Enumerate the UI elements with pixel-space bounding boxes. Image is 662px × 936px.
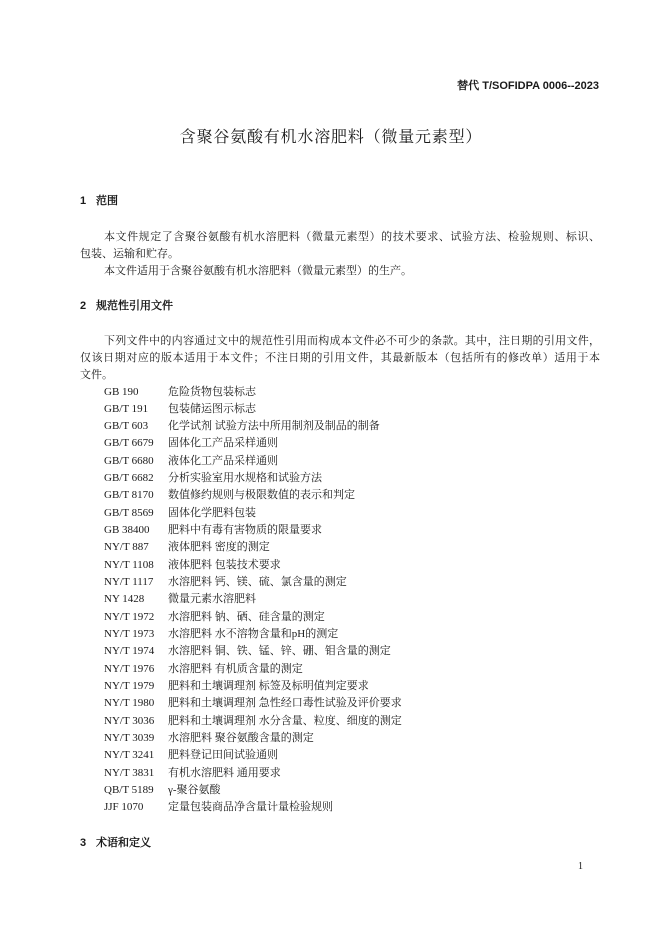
reference-list <box>104 384 600 817</box>
paragraph-line: 包装、运输和贮存。 <box>80 247 179 260</box>
reference-code: NY/T 1980 <box>104 697 155 710</box>
reference-code: NY/T 1979 <box>104 680 155 693</box>
scope-paragraph-2 <box>80 263 600 280</box>
reference-title: 水溶肥料 有机质含量的测定 <box>168 662 303 675</box>
reference-title: 液体肥料 密度的测定 <box>168 541 270 554</box>
reference-item <box>104 765 600 782</box>
reference-code: QB/T 5189 <box>104 784 154 797</box>
reference-code: GB/T 6682 <box>104 472 154 485</box>
paragraph-line: 本文件适用于含聚谷氨酸有机水溶肥料（微量元素型）的生产。 <box>104 264 412 277</box>
reference-item <box>104 453 600 470</box>
section-title: 规范性引用文件 <box>96 299 173 312</box>
reference-item <box>104 505 600 522</box>
reference-item <box>104 799 600 816</box>
reference-item <box>104 643 600 660</box>
reference-code: NY/T 3241 <box>104 749 155 762</box>
reference-code: NY/T 1117 <box>104 576 154 589</box>
reference-code: NY/T 1974 <box>104 645 155 658</box>
reference-item <box>104 522 600 539</box>
reference-title: 液体化工产品采样通则 <box>168 454 278 467</box>
reference-title: 定量包装商品净含量计量检验规则 <box>168 801 333 814</box>
reference-item <box>104 401 600 418</box>
reference-item <box>104 435 600 452</box>
section-heading-terms-definitions <box>80 835 151 852</box>
reference-title: 水溶肥料 钙、镁、硫、氯含量的测定 <box>168 576 347 589</box>
reference-item <box>104 626 600 643</box>
reference-item <box>104 782 600 799</box>
reference-title: 固体化工产品采样通则 <box>168 437 278 450</box>
reference-code: NY/T 3831 <box>104 766 155 779</box>
reference-item <box>104 695 600 712</box>
section-number: 2 <box>80 299 87 312</box>
reference-title: 包装储运图示标志 <box>168 402 256 415</box>
reference-title: 危险货物包装标志 <box>168 385 256 398</box>
reference-item <box>104 591 600 608</box>
reference-code: NY/T 1972 <box>104 610 155 623</box>
reference-title: 水溶肥料 钠、硒、硅含量的测定 <box>168 610 325 623</box>
section-number: 3 <box>80 836 87 849</box>
reference-title: 水溶肥料 水不溶物含量和pH的测定 <box>168 628 339 641</box>
section-number: 1 <box>80 194 87 207</box>
reference-item <box>104 384 600 401</box>
section-title: 范围 <box>96 194 118 207</box>
section-title: 术语和定义 <box>96 836 151 849</box>
reference-code: JJF 1070 <box>104 801 144 814</box>
reference-code: NY/T 3039 <box>104 732 155 745</box>
reference-item <box>104 470 600 487</box>
reference-title: 肥料和土壤调理剂 标签及标明值判定要求 <box>168 680 369 693</box>
reference-title: 肥料和土壤调理剂 水分含量、粒度、细度的测定 <box>168 714 402 727</box>
reference-item <box>104 487 600 504</box>
paragraph-line: 下列文件中的内容通过文中的规范性引用而构成本文件必不可少的条款。其中，注日期的引用文件， <box>104 334 600 347</box>
reference-title: 分析实验室用水规格和试验方法 <box>168 472 322 485</box>
reference-item <box>104 678 600 695</box>
reference-item <box>104 747 600 764</box>
reference-item <box>104 730 600 747</box>
reference-title: 固体化学肥料包装 <box>168 506 256 519</box>
reference-code: GB/T 6680 <box>104 454 154 467</box>
reference-title: 水溶肥料 铜、铁、锰、锌、硼、钼含量的测定 <box>168 645 391 658</box>
reference-title: 水溶肥料 聚谷氨酸含量的测定 <box>168 732 314 745</box>
reference-title: γ-聚谷氨酸 <box>168 784 221 797</box>
reference-code: GB/T 8170 <box>104 489 154 502</box>
paragraph-line: 本文件规定了含聚谷氨酸有机水溶肥料（微量元素型）的技术要求、试验方法、检验规则、标识、 <box>104 230 600 243</box>
reference-item <box>104 539 600 556</box>
reference-code: GB 190 <box>104 385 139 398</box>
reference-item <box>104 574 600 591</box>
paragraph-line: 文件。 <box>80 368 113 381</box>
section-heading-scope <box>80 193 118 210</box>
reference-title: 肥料和土壤调理剂 急性经口毒性试验及评价要求 <box>168 697 402 710</box>
reference-item <box>104 713 600 730</box>
reference-code: GB/T 6679 <box>104 437 154 450</box>
reference-code: NY/T 3036 <box>104 714 155 727</box>
reference-title: 微量元素水溶肥料 <box>168 593 256 606</box>
references-intro-paragraph <box>80 333 600 384</box>
reference-title: 数值修约规则与极限数值的表示和判定 <box>168 489 355 502</box>
reference-item <box>104 609 600 626</box>
reference-code: NY/T 887 <box>104 541 149 554</box>
reference-code: GB/T 8569 <box>104 506 154 519</box>
reference-title: 化学试剂 试验方法中所用制剂及制品的制备 <box>168 420 380 433</box>
document-title: 含聚谷氨酸有机水溶肥料（微量元素型） <box>179 129 483 146</box>
standard-replaces-label: 替代 T/SOFIDPA 0006--2023 <box>457 80 599 92</box>
paragraph-line: 仅该日期对应的版本适用于本文件；不注日期的引用文件，其最新版本（包括所有的修改单）适用于本 <box>80 351 600 364</box>
reference-code: NY/T 1973 <box>104 628 155 641</box>
reference-title: 有机水溶肥料 通用要求 <box>168 766 281 779</box>
scope-paragraph-1 <box>80 229 600 263</box>
reference-code: NY/T 1976 <box>104 662 155 675</box>
reference-title: 肥料中有毒有害物质的限量要求 <box>168 524 322 537</box>
section-heading-normative-references <box>80 298 173 315</box>
page-number: 1 <box>578 861 583 872</box>
reference-code: GB/T 603 <box>104 420 149 433</box>
reference-code: GB 38400 <box>104 524 150 537</box>
reference-item <box>104 418 600 435</box>
reference-code: NY/T 1108 <box>104 558 154 571</box>
reference-title: 肥料登记田间试验通则 <box>168 749 278 762</box>
reference-item <box>104 557 600 574</box>
reference-code: GB/T 191 <box>104 402 149 415</box>
reference-title: 液体肥料 包装技术要求 <box>168 558 281 571</box>
reference-code: NY 1428 <box>104 593 145 606</box>
reference-item <box>104 661 600 678</box>
